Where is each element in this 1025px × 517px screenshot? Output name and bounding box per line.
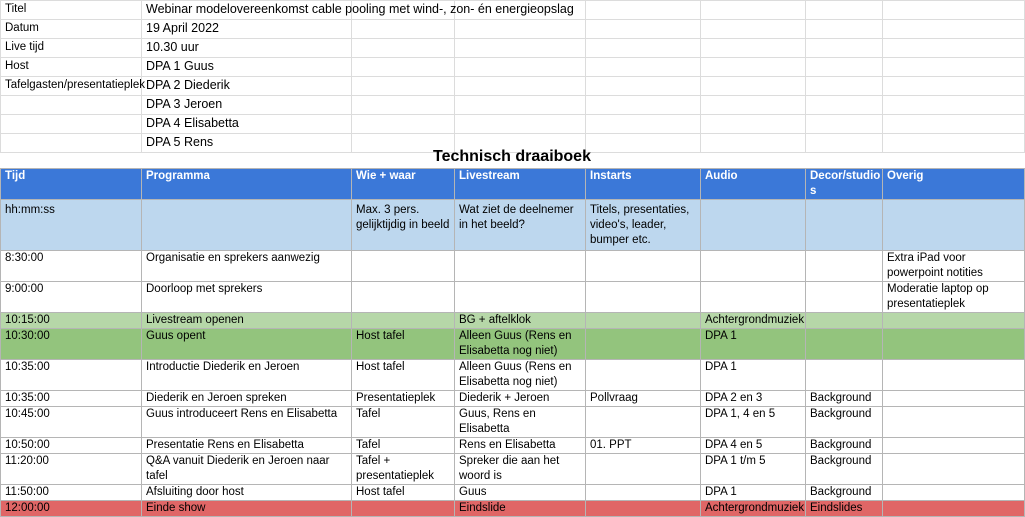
- meta-row: [1, 20, 1025, 39]
- table-cell[interactable]: Background: [806, 454, 883, 485]
- column-header[interactable]: Decor/studio s: [806, 169, 883, 200]
- table-cell[interactable]: [701, 282, 806, 313]
- table-cell[interactable]: Rens en Elisabetta: [455, 438, 586, 454]
- table-cell[interactable]: DPA 1 t/m 5: [701, 454, 806, 485]
- table-cell[interactable]: Diederik + Jeroen: [455, 391, 586, 407]
- table-cell[interactable]: [806, 251, 883, 282]
- table-cell[interactable]: [586, 251, 701, 282]
- subheader-cell[interactable]: hh:mm:ss: [1, 200, 142, 251]
- table-cell[interactable]: 01. PPT: [586, 438, 701, 454]
- table-cell[interactable]: Pollvraag: [586, 391, 701, 407]
- subheader-cell[interactable]: Titels, presentaties, video's, leader, bumper etc.: [586, 200, 701, 251]
- meta-row: [1, 115, 1025, 134]
- table-cell[interactable]: Spreker die aan het woord is: [455, 454, 586, 485]
- column-header[interactable]: Livestream: [455, 169, 586, 200]
- table-cell[interactable]: Organisatie en sprekers aanwezig: [142, 251, 352, 282]
- table-cell[interactable]: [883, 360, 1025, 391]
- table-row: [1, 251, 1025, 282]
- meta-table: [0, 0, 1025, 153]
- empty-cell[interactable]: [883, 58, 1025, 77]
- table-cell[interactable]: DPA 1: [701, 485, 806, 501]
- table-cell[interactable]: Background: [806, 407, 883, 438]
- table-cell[interactable]: Achtergrondmuziek: [701, 313, 806, 329]
- table-cell[interactable]: 10:35:00: [1, 391, 142, 407]
- table-cell[interactable]: Guus: [455, 485, 586, 501]
- subheader-cell[interactable]: Wat ziet de deelnemer in het beeld?: [455, 200, 586, 251]
- table-cell[interactable]: [586, 360, 701, 391]
- table-row: [1, 360, 1025, 391]
- table-cell[interactable]: [883, 391, 1025, 407]
- table-cell[interactable]: Alleen Guus (Rens en Elisabetta nog niet): [455, 360, 586, 391]
- empty-cell[interactable]: [455, 20, 586, 39]
- table-cell[interactable]: Eindslides: [806, 501, 883, 517]
- table-cell[interactable]: 10:50:00: [1, 438, 142, 454]
- empty-cell[interactable]: [455, 96, 586, 115]
- empty-cell[interactable]: [352, 39, 455, 58]
- empty-cell[interactable]: [883, 115, 1025, 134]
- table-cell[interactable]: Host tafel: [352, 360, 455, 391]
- meta-value-cell[interactable]: DPA 5 Rens: [142, 134, 352, 153]
- table-row: [1, 391, 1025, 407]
- empty-cell[interactable]: [352, 58, 455, 77]
- table-cell[interactable]: Q&A vanuit Diederik en Jeroen naar tafel: [142, 454, 352, 485]
- empty-cell[interactable]: [455, 39, 586, 58]
- table-cell[interactable]: Guus opent: [142, 329, 352, 360]
- table-cell[interactable]: [806, 313, 883, 329]
- table-cell[interactable]: [586, 407, 701, 438]
- table-cell[interactable]: Presentatieplek: [352, 391, 455, 407]
- table-cell[interactable]: 10:15:00: [1, 313, 142, 329]
- meta-value-cell[interactable]: DPA 3 Jeroen: [142, 96, 352, 115]
- column-header[interactable]: Wie + waar: [352, 169, 455, 200]
- meta-value-cell[interactable]: DPA 4 Elisabetta: [142, 115, 352, 134]
- table-cell[interactable]: 11:50:00: [1, 485, 142, 501]
- table-cell[interactable]: Einde show: [142, 501, 352, 517]
- empty-cell[interactable]: [352, 96, 455, 115]
- table-cell[interactable]: Presentatie Rens en Elisabetta: [142, 438, 352, 454]
- table-cell[interactable]: [586, 501, 701, 517]
- empty-cell[interactable]: [806, 96, 883, 115]
- table-cell[interactable]: DPA 2 en 3: [701, 391, 806, 407]
- table-cell[interactable]: [806, 360, 883, 391]
- empty-cell[interactable]: [586, 39, 701, 58]
- empty-cell[interactable]: [352, 20, 455, 39]
- table-cell[interactable]: Tafel: [352, 438, 455, 454]
- sheet-title: Technisch draaiboek: [433, 148, 591, 165]
- meta-row: [1, 77, 1025, 96]
- table-cell[interactable]: Diederik en Jeroen spreken: [142, 391, 352, 407]
- empty-cell[interactable]: [701, 96, 806, 115]
- table-cell[interactable]: [806, 329, 883, 360]
- table-cell[interactable]: [806, 282, 883, 313]
- meta-value-cell[interactable]: Webinar modelovereenkomst cable pooling met wind-, zon- én energieopslag: [142, 1, 352, 20]
- table-cell[interactable]: Achtergrondmuziek: [701, 501, 806, 517]
- meta-value-cell[interactable]: DPA 2 Diederik: [142, 77, 352, 96]
- table-cell[interactable]: [883, 501, 1025, 517]
- empty-cell[interactable]: [352, 115, 455, 134]
- table-cell[interactable]: Guus, Rens en Elisabetta: [455, 407, 586, 438]
- column-header[interactable]: Programma: [142, 169, 352, 200]
- table-cell[interactable]: [455, 282, 586, 313]
- table-cell[interactable]: DPA 1, 4 en 5: [701, 407, 806, 438]
- empty-cell[interactable]: [701, 58, 806, 77]
- empty-cell[interactable]: [586, 58, 701, 77]
- column-header[interactable]: Instarts: [586, 169, 701, 200]
- table-cell[interactable]: [352, 251, 455, 282]
- table-cell[interactable]: Extra iPad voor powerpoint notities: [883, 251, 1025, 282]
- table-cell[interactable]: Moderatie laptop op presentatieplek: [883, 282, 1025, 313]
- empty-cell[interactable]: [586, 20, 701, 39]
- column-header[interactable]: Tijd: [1, 169, 142, 200]
- empty-cell[interactable]: [701, 115, 806, 134]
- table-cell[interactable]: Livestream openen: [142, 313, 352, 329]
- table-cell[interactable]: Afsluiting door host: [142, 485, 352, 501]
- meta-value-cell[interactable]: 10.30 uur: [142, 39, 352, 58]
- table-cell[interactable]: 9:00:00: [1, 282, 142, 313]
- subheader-cell[interactable]: Max. 3 pers. gelijktijdig in beeld: [352, 200, 455, 251]
- meta-row: [1, 39, 1025, 58]
- empty-cell[interactable]: [455, 58, 586, 77]
- table-cell[interactable]: [883, 313, 1025, 329]
- table-row: [1, 313, 1025, 329]
- empty-cell[interactable]: [701, 39, 806, 58]
- meta-label-cell[interactable]: Host: [1, 58, 142, 77]
- table-cell[interactable]: 11:20:00: [1, 454, 142, 485]
- subheader-cell[interactable]: [701, 200, 806, 251]
- table-cell[interactable]: [586, 313, 701, 329]
- column-header[interactable]: Overig: [883, 169, 1025, 200]
- empty-cell[interactable]: [806, 58, 883, 77]
- table-cell[interactable]: [883, 329, 1025, 360]
- table-cell[interactable]: 10:35:00: [1, 360, 142, 391]
- subheader-cell[interactable]: [806, 200, 883, 251]
- empty-cell[interactable]: [455, 77, 586, 96]
- table-cell[interactable]: BG + aftelklok: [455, 313, 586, 329]
- table-cell[interactable]: [586, 329, 701, 360]
- meta-label-cell[interactable]: Datum: [1, 20, 142, 39]
- subheader-cell[interactable]: [142, 200, 352, 251]
- empty-cell[interactable]: [806, 20, 883, 39]
- empty-cell[interactable]: [701, 1, 806, 20]
- table-cell[interactable]: [352, 313, 455, 329]
- table-cell[interactable]: [701, 251, 806, 282]
- table-row: [1, 454, 1025, 485]
- meta-label-cell[interactable]: Titel: [1, 1, 142, 20]
- table-cell[interactable]: 10:30:00: [1, 329, 142, 360]
- table-cell[interactable]: Eindslide: [455, 501, 586, 517]
- meta-row: [1, 96, 1025, 115]
- table-cell[interactable]: DPA 4 en 5: [701, 438, 806, 454]
- table-cell[interactable]: Host tafel: [352, 485, 455, 501]
- table-cell[interactable]: Guus introduceert Rens en Elisabetta: [142, 407, 352, 438]
- table-cell[interactable]: [586, 282, 701, 313]
- table-cell[interactable]: [586, 485, 701, 501]
- table-row: [1, 282, 1025, 313]
- meta-value-cell[interactable]: DPA 1 Guus: [142, 58, 352, 77]
- empty-cell[interactable]: [586, 115, 701, 134]
- table-cell[interactable]: DPA 1: [701, 329, 806, 360]
- table-cell[interactable]: [352, 282, 455, 313]
- empty-cell[interactable]: [806, 77, 883, 96]
- table-cell[interactable]: 8:30:00: [1, 251, 142, 282]
- table-cell[interactable]: Background: [806, 438, 883, 454]
- table-cell[interactable]: [883, 407, 1025, 438]
- empty-cell[interactable]: [883, 39, 1025, 58]
- empty-cell[interactable]: [806, 39, 883, 58]
- meta-row: [1, 58, 1025, 77]
- table-row: [1, 501, 1025, 517]
- empty-cell[interactable]: [352, 77, 455, 96]
- column-header[interactable]: Audio: [701, 169, 806, 200]
- table-row: [1, 485, 1025, 501]
- empty-cell[interactable]: [586, 1, 701, 20]
- empty-cell[interactable]: [806, 115, 883, 134]
- table-row: [1, 438, 1025, 454]
- meta-label-cell[interactable]: Live tijd: [1, 39, 142, 58]
- subheader-cell[interactable]: [883, 200, 1025, 251]
- table-cell[interactable]: DPA 1: [701, 360, 806, 391]
- table-cell[interactable]: Tafel + presentatieplek: [352, 454, 455, 485]
- empty-cell[interactable]: [586, 77, 701, 96]
- table-cell[interactable]: [455, 251, 586, 282]
- empty-cell[interactable]: [883, 96, 1025, 115]
- table-row: [1, 329, 1025, 360]
- table-cell[interactable]: Background: [806, 391, 883, 407]
- table-cell[interactable]: [883, 438, 1025, 454]
- meta-label-cell[interactable]: [1, 96, 142, 115]
- table-row: [1, 407, 1025, 438]
- empty-cell[interactable]: [586, 96, 701, 115]
- table-cell[interactable]: Background: [806, 485, 883, 501]
- table-cell[interactable]: 10:45:00: [1, 407, 142, 438]
- table-cell[interactable]: [883, 485, 1025, 501]
- table-cell[interactable]: Alleen Guus (Rens en Elisabetta nog niet): [455, 329, 586, 360]
- empty-cell[interactable]: [455, 115, 586, 134]
- subheader-row: [1, 200, 1025, 251]
- empty-cell[interactable]: [806, 1, 883, 20]
- empty-cell[interactable]: [701, 20, 806, 39]
- empty-cell[interactable]: [701, 77, 806, 96]
- draaiboek-table: [0, 168, 1025, 517]
- header-row: [1, 169, 1025, 200]
- empty-cell[interactable]: [883, 20, 1025, 39]
- table-cell[interactable]: [352, 501, 455, 517]
- table-cell[interactable]: 12:00:00: [1, 501, 142, 517]
- table-cell[interactable]: [586, 454, 701, 485]
- empty-cell[interactable]: [883, 77, 1025, 96]
- table-cell[interactable]: Doorloop met sprekers: [142, 282, 352, 313]
- empty-cell[interactable]: [883, 1, 1025, 20]
- meta-row: [1, 1, 1025, 20]
- meta-label-cell[interactable]: Tafelgasten/presentatieplek: [1, 77, 142, 96]
- table-cell[interactable]: Host tafel: [352, 329, 455, 360]
- table-cell[interactable]: Introductie Diederik en Jeroen: [142, 360, 352, 391]
- table-cell[interactable]: Tafel: [352, 407, 455, 438]
- meta-label-cell[interactable]: [1, 115, 142, 134]
- table-cell[interactable]: [883, 454, 1025, 485]
- meta-value-cell[interactable]: 19 April 2022: [142, 20, 352, 39]
